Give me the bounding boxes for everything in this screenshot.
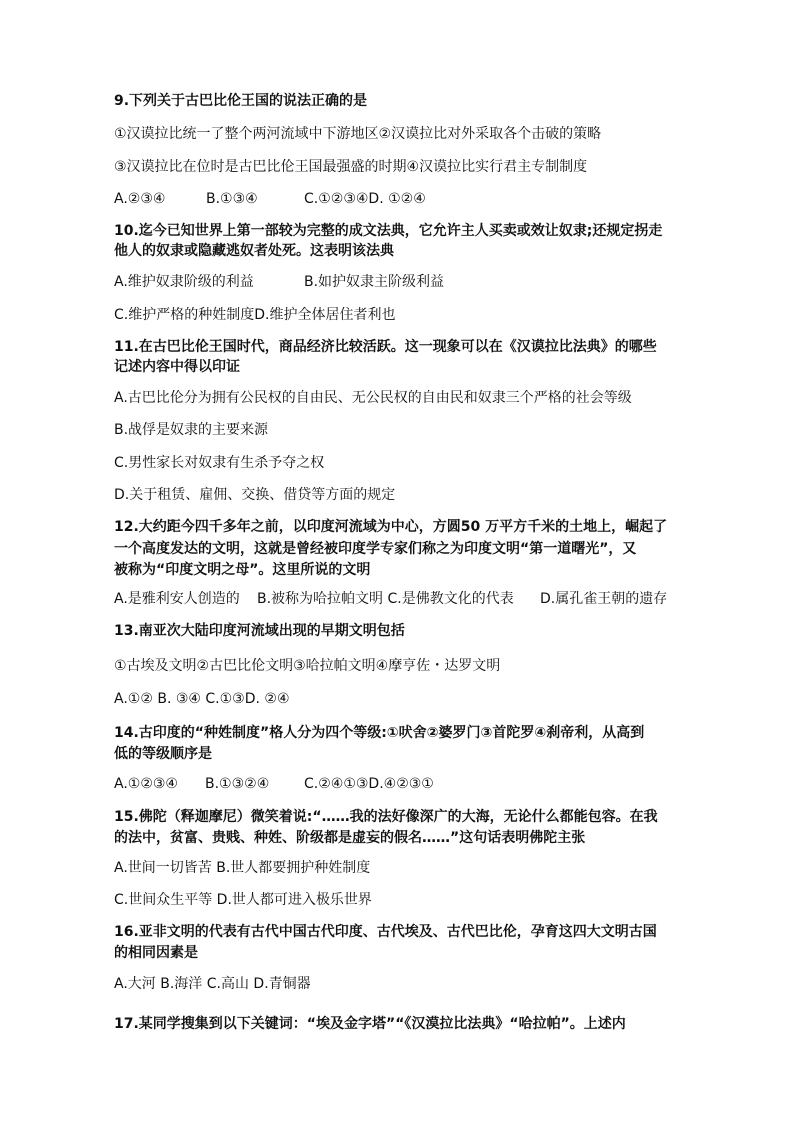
- q13-options: A.①② B. ③④ C.①③D. ②④: [114, 691, 290, 707]
- q9-statement-line-2: ③汉谟拉比在位时是古巴比伦王国最强盛的时期④汉谟拉比实行君主专制制度: [114, 159, 588, 175]
- q9-options: [114, 190, 689, 208]
- q16-stem-line-2: 的相同因素是: [114, 945, 198, 961]
- q9-option-b: B.①③④: [206, 191, 258, 207]
- q14-option-a: A.①②③④: [114, 776, 178, 792]
- q12-stem-line-2: 一个高度发达的文明，这就是曾经被印度学专家们称之为印度文明“第一道曙光”，又: [114, 541, 637, 557]
- q13-statement-line: ①古埃及文明②古巴比伦文明③哈拉帕文明④摩亨佐・达罗文明: [114, 658, 501, 674]
- q11-stem-line-1: 11.在古巴比伦王国时代，商品经济比较活跃。这一现象可以在《汉谟拉比法典》的哪些: [114, 339, 657, 355]
- q9-statement-line-1: ①汉谟拉比统一了整个两河流域中下游地区②汉谟拉比对外采取各个击破的策略: [114, 126, 602, 142]
- q14-options: [114, 775, 689, 793]
- q15-stem-line-2: 的法中，贫富、贵贱、种姓、阶级都是虚妄的假名……”这句话表明佛陀主张: [114, 830, 586, 846]
- q10-stem-line-1: 10.迄今已知世界上第一部较为完整的成文法典，它允许主人买卖或效让奴隶;还规定拐走: [114, 223, 663, 239]
- q10-option-a: A.维护奴隶阶级的利益: [114, 274, 254, 290]
- q15-options-row-1: A.世间一切皆苦 B.世人都要拥护种姓制度: [114, 860, 371, 876]
- q12-option-bc: B.被称为哈拉帕文明 C.是佛教文化的代表: [257, 591, 514, 607]
- q12-options: [114, 590, 689, 608]
- q14-stem-line-2: 低的等级顺序是: [114, 746, 212, 762]
- q12-stem-line-1: 12.大约距今四千多年之前，以印度河流域为中心，方圆50 万平方千米的土地上，崛起了: [114, 519, 668, 535]
- q10-stem-line-2: 他人的奴隶或隐藏逃奴者处死。这表明该法典: [114, 243, 394, 259]
- q11-option-a: A.古巴比伦分为拥有公民权的自由民、无公民权的自由民和奴隶三个严格的社会等级: [114, 390, 632, 406]
- q16-options: A.大河 B.海洋 C.高山 D.青铜器: [114, 976, 311, 992]
- q9-option-cd: C.①②③④D. ①②④: [304, 191, 426, 207]
- q11-stem-line-2: 记述内容中得以印证: [114, 359, 240, 375]
- q9-option-a: A.②③④: [114, 191, 166, 207]
- q10-options-row-2: C.维护严格的种姓制度D.维护全体居住者利也: [114, 307, 396, 323]
- q12-option-a: A.是雅利安人创造的: [114, 591, 240, 607]
- q10-options-row-1: [114, 273, 689, 291]
- q10-option-b: B.如护奴隶主阶级利益: [304, 274, 445, 290]
- q15-stem-line-1: 15.佛陀（释迦摩尼）微笑着说:“……我的法好像深广的大海，无论什么都能包容。在我: [114, 809, 658, 825]
- q17-stem-line-1: 17.某同学搜集到以下关键词：“埃及金字塔”“《汉漠拉比法典》“哈拉帕”。上述内: [114, 1016, 626, 1032]
- q12-stem-line-3: 被称为“印度文明之母”。这里所说的文明: [114, 562, 371, 578]
- q14-stem-line-1: 14.古印度的“种姓制度”格人分为四个等级:①吠舍②婆罗门③首陀罗④刹帝利，从高到: [114, 725, 645, 741]
- q11-option-c: C.男性家长对奴隶有生杀予夺之权: [114, 455, 325, 471]
- q14-option-b: B.①③②④: [205, 776, 270, 792]
- q12-option-d: D.属孔雀王朝的遗存: [540, 591, 668, 607]
- q15-options-row-2: C.世间众生平等 D.世人都可进入极乐世界: [114, 892, 372, 908]
- q16-stem-line-1: 16.亚非文明的代表有古代中国古代印度、古代埃及、古代巴比伦，孕育这四大文明古国: [114, 924, 657, 940]
- q9-stem: 9.下列关于古巴比伦王国的说法正确的是: [114, 93, 368, 109]
- q11-option-b: B.战俘是奴隶的主要来源: [114, 422, 269, 438]
- q11-option-d: D.关于租赁、雇佣、交换、借贷等方面的规定: [114, 487, 396, 503]
- q13-stem: 13.南亚次大陆印度河流域出现的早期文明包括: [114, 623, 405, 639]
- q14-option-cd: C.②④①③D.④②③①: [304, 776, 434, 792]
